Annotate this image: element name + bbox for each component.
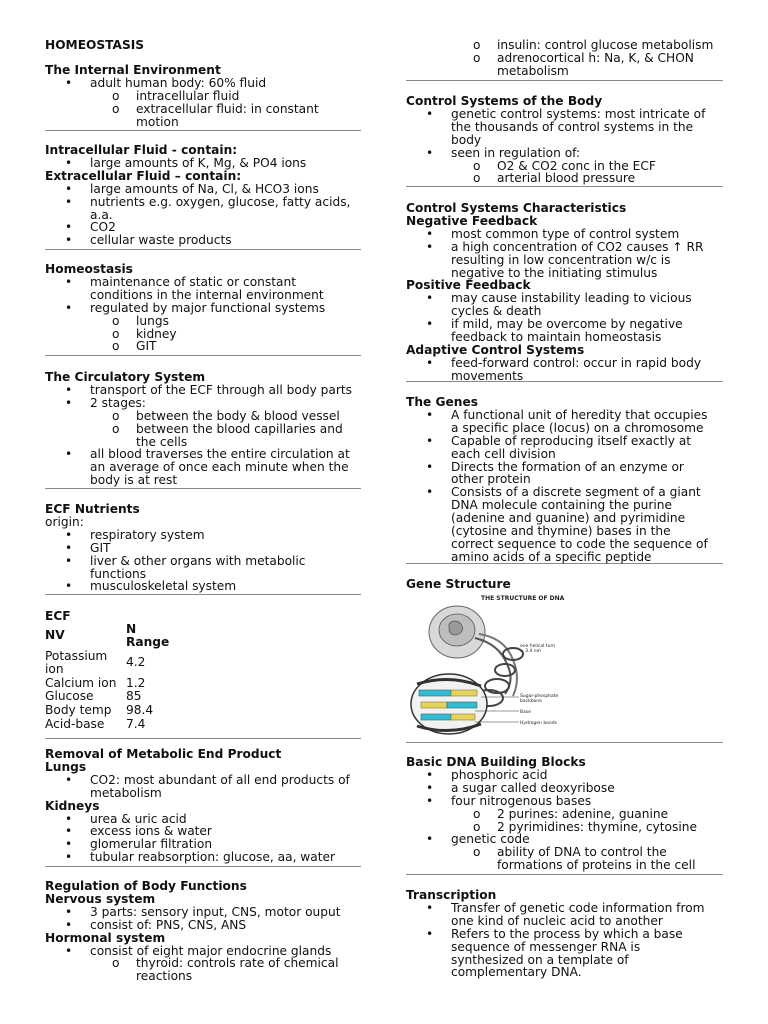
section-heading: Gene Structure [406, 577, 511, 591]
list-item [45, 448, 361, 487]
line-text: nutrients e.g. oxygen, glucose, fatty acids, [90, 194, 351, 209]
line-text: Capable of reproducing itself exactly at [451, 433, 692, 448]
line-text: maintenance of static or constant [90, 274, 296, 289]
table-row [45, 690, 169, 704]
list-item [406, 357, 723, 383]
header-line: Range [126, 634, 170, 649]
line-text: extracellular fluid: in constant [136, 101, 319, 116]
list-item: • cellular waste products [45, 234, 361, 247]
bullet-list [406, 409, 723, 564]
list-item [45, 555, 361, 581]
table-header-row [45, 623, 169, 650]
sub-list-item [45, 957, 361, 983]
list-item: • excess ions & water [45, 825, 361, 838]
list-item [45, 276, 361, 302]
sub-list-item: o GIT [45, 340, 361, 353]
dna-label: Base [520, 710, 531, 715]
line-text: cycles & death [451, 304, 542, 319]
bullet-list [45, 77, 361, 129]
line-text: metabolism [90, 785, 162, 800]
dna-label: one helical turn [520, 644, 556, 649]
line-text: each cell division [451, 446, 556, 461]
list-item: • GIT [45, 542, 361, 555]
dna-label: Sugar-phosphate [520, 694, 559, 699]
list-item [406, 928, 723, 980]
line-text: formations of proteins in the cell [497, 858, 696, 873]
list-item [406, 902, 723, 928]
line-text: body is at rest [90, 473, 178, 488]
section-heading: Transcription [406, 888, 497, 902]
list-item: • consist of eight major endocrine glands [45, 945, 361, 958]
section-heading: The Genes [406, 395, 478, 409]
sub-list-item [45, 423, 361, 449]
dna-label: Hydrogen bonds [520, 721, 557, 726]
section-heading: Extracellular Fluid – contain: [45, 168, 242, 183]
internal-environment-section [45, 64, 361, 131]
line-text: one kind of nucleic acid to another [451, 913, 663, 928]
line-text: between the blood capillaries and [136, 421, 343, 436]
page-title: HOMEOSTASIS [45, 38, 145, 52]
table-cell-name: Acid-base [45, 717, 105, 732]
sub-list-item: o between the body & blood vessel [45, 410, 361, 423]
base-pair [451, 690, 477, 696]
line-text: feed-forward control: occur in rapid body [451, 355, 702, 370]
helix-turn [495, 664, 515, 676]
fluids-section [45, 144, 361, 250]
line-text: movements [451, 368, 524, 383]
line-text: amino acids of a specific peptide [451, 549, 652, 564]
list-item: • CO2 [45, 221, 361, 234]
dna-label: backbone [520, 699, 542, 704]
list-item: • 3 parts: sensory input, CNS, motor ouput [45, 906, 361, 919]
regulation-section [45, 880, 361, 983]
dna-structure-illustration [409, 594, 721, 740]
list-item: • urea & uric acid [45, 813, 361, 826]
bullet-list [45, 384, 361, 487]
line-text: a high concentration of CO2 causes ↑ RR [451, 239, 704, 254]
line-text: genetic control systems: most intricate of [451, 106, 706, 121]
list-item: • tubular reabsorption: glucose, aa, water [45, 851, 361, 864]
line-text: Directs the formation of an enzyme or [451, 459, 684, 474]
section-heading: Control Systems Characteristics [406, 201, 627, 215]
line-text: A functional unit of heredity that occupies [451, 407, 708, 422]
base-pair [421, 702, 447, 708]
line-text: may cause instability leading to vicious [451, 291, 692, 306]
table-row [45, 650, 169, 677]
line-text: body [451, 132, 482, 147]
list-item: • glomerular filtration [45, 838, 361, 851]
line-text: functions [90, 566, 147, 581]
table-header-nv: NV [45, 628, 65, 643]
line-text: (cytosine and thymine) bases in the [451, 524, 671, 539]
removal-section [45, 748, 361, 867]
section-heading: ECF Nutrients [45, 502, 140, 516]
list-item: • regulated by major functional systems [45, 302, 361, 315]
sub-list-item: o 2 purines: adenine, guanine [406, 808, 723, 821]
bullet-list [406, 228, 723, 280]
list-item: • large amounts of Na, Cl, & HCO3 ions [45, 183, 361, 196]
cell-line: Potassium [45, 648, 108, 663]
sub-list-item: o 2 pyrimidines: thymine, cytosine [406, 821, 723, 834]
list-item: • genetic code [406, 833, 723, 846]
bullet-list [406, 357, 723, 383]
table-row [45, 718, 169, 732]
table-header-range [126, 623, 169, 650]
list-item [45, 774, 361, 800]
table-cell-value: 7.4 [126, 717, 146, 732]
list-item: • a sugar called deoxyribose [406, 782, 723, 795]
sub-list-item: o insulin: control glucose metabolism [406, 39, 723, 52]
subsection-heading: Positive Feedback [406, 278, 531, 293]
line-text: the cells [136, 434, 188, 449]
bullet-list [45, 813, 361, 865]
line-text: conditions in the internal environment [90, 287, 324, 302]
bullet-list [45, 276, 361, 353]
line-text: thyroid: controls rate of chemical [136, 956, 339, 971]
bullet-list [45, 945, 361, 984]
line-text: all blood traverses the entire circulation at [90, 447, 350, 462]
line-text: a.a. [90, 207, 113, 222]
list-item: • adult human body: 60% fluid [45, 77, 361, 90]
line-text: DNA molecule containing the purine [451, 498, 673, 513]
line-text: liver & other organs with metabolic [90, 553, 306, 568]
table-cell-value: 98.4 [126, 703, 154, 718]
list-item: • large amounts of K, Mg, & PO4 ions [45, 157, 361, 170]
sub-list-item: o kidney [45, 328, 361, 341]
base-pair [447, 702, 477, 708]
bullet-list [45, 529, 361, 594]
line-text: adrenocortical h: Na, K, & CHON [497, 50, 694, 65]
hormones-continued-section [406, 39, 723, 81]
line-text: other protein [451, 472, 531, 487]
line-text: ability of DNA to control the [497, 845, 667, 860]
control-characteristics-section [406, 202, 723, 382]
base-pair [451, 714, 475, 720]
bullet-list [406, 902, 723, 979]
circulatory-section [45, 371, 361, 489]
line-text: reactions [136, 969, 193, 984]
line-text: a specific place (locus) on a chromosome [451, 420, 704, 435]
line-text: negative to the initiating stimulus [451, 265, 658, 280]
origin-label: origin: [45, 514, 84, 529]
line-text: motion [136, 114, 179, 129]
line-text: an average of once each minute when the [90, 460, 349, 475]
bullet-list [45, 774, 361, 800]
section-heading: Homeostasis [45, 262, 133, 276]
list-item: • seen in regulation of: [406, 147, 723, 160]
list-item: • musculoskeletal system [45, 580, 361, 593]
subsection-heading: Adaptive Control Systems [406, 342, 585, 357]
ecf-values-table [45, 623, 169, 732]
gene-structure-section [406, 578, 723, 743]
line-text: correct sequence to code the sequence of [451, 536, 708, 551]
base-pair [419, 690, 451, 696]
table-cell-name: Calcium ion [45, 675, 117, 690]
line-text: CO2: most abundant of all end products of [90, 772, 350, 787]
list-item: • transport of the ECF through all body parts [45, 384, 361, 397]
bullet-list [45, 906, 361, 932]
table-cell-name: Glucose [45, 689, 94, 704]
section-heading: Intracellular Fluid - contain: [45, 143, 238, 157]
bullet-list [45, 157, 361, 170]
list-item: • phosphoric acid [406, 769, 723, 782]
line-text: Consists of a discrete segment of a giant [451, 485, 701, 500]
section-heading: ECF [45, 609, 71, 623]
list-item [406, 318, 723, 344]
line-text: sequence of messenger RNA is [451, 939, 641, 954]
line-text: Transfer of genetic code information from [451, 900, 705, 915]
sub-list-item: o O2 & CO2 conc in the ECF [406, 160, 723, 173]
table-cell-value: 1.2 [126, 675, 146, 690]
sub-list-item: o intracellular fluid [45, 90, 361, 103]
table-cell-name [45, 650, 126, 677]
genes-section [406, 396, 723, 564]
bullet-list [406, 108, 723, 185]
table-cell-value: 85 [126, 689, 142, 704]
subsection-heading: Kidneys [45, 798, 100, 813]
section-heading: Control Systems of the Body [406, 94, 603, 108]
bullet-list [45, 183, 361, 248]
subsection-heading: Hormonal system [45, 930, 166, 945]
transcription-section [406, 889, 723, 979]
sub-list-item [406, 52, 723, 78]
sub-list-item: o lungs [45, 315, 361, 328]
list-item [406, 241, 723, 280]
list-item [45, 196, 361, 222]
section-heading: The Circulatory System [45, 370, 206, 384]
list-item: • respiratory system [45, 529, 361, 542]
line-text: metabolism [497, 63, 569, 78]
line-text: if mild, may be overcome by negative [451, 317, 683, 332]
cell-line: ion [45, 661, 64, 676]
bullet-list [406, 769, 723, 872]
list-item [406, 435, 723, 461]
section-heading: Basic DNA Building Blocks [406, 755, 586, 769]
line-text: the thousands of control systems in the [451, 119, 694, 134]
line-text: feedback to maintain homeostasis [451, 330, 662, 345]
table-cell-value: 4.2 [126, 655, 146, 670]
list-item: • most common type of control system [406, 228, 723, 241]
line-text: Refers to the process by which a base [451, 926, 683, 941]
table-row [45, 704, 169, 718]
subsection-heading: Lungs [45, 759, 87, 774]
homeostasis-section [45, 263, 361, 356]
list-item [406, 461, 723, 487]
table-cell-name: Body temp [45, 703, 112, 718]
header-line: N [126, 621, 137, 636]
line-text: resulting in low concentration w/c is [451, 252, 671, 267]
table-row [45, 677, 169, 691]
subsection-heading: Nervous system [45, 891, 156, 906]
control-systems-section [406, 95, 723, 187]
list-item [406, 486, 723, 563]
ecf-nutrients-section [45, 503, 361, 595]
sub-list-item [45, 103, 361, 129]
bullet-list [406, 292, 723, 344]
list-item [406, 409, 723, 435]
line-text: (adenine and guanine) and pyrimidine [451, 511, 686, 526]
line-text: complementary DNA. [451, 965, 582, 980]
list-item: • consist of: PNS, CNS, ANS [45, 919, 361, 932]
doc-title [45, 39, 361, 52]
line-text: synthesized on a template of [451, 952, 629, 967]
list-item [406, 292, 723, 318]
list-item [406, 108, 723, 147]
ecf-table-section [45, 610, 361, 739]
section-heading: Removal of Metabolic End Product [45, 747, 282, 761]
dna-label: = 3.4 nm [520, 649, 542, 654]
list-item: • four nitrogenous bases [406, 795, 723, 808]
dna-image-title: THE STRUCTURE OF DNA [481, 595, 565, 602]
section-heading: The Internal Environment [45, 63, 221, 77]
dna-building-blocks-section [406, 756, 723, 875]
base-pair [421, 714, 451, 720]
section-heading: Regulation of Body Functions [45, 879, 247, 893]
list-item: • 2 stages: [45, 397, 361, 410]
sub-list-item [406, 846, 723, 872]
bullet-list [406, 39, 723, 78]
sub-list-item: o arterial blood pressure [406, 172, 723, 185]
subsection-heading: Negative Feedback [406, 213, 538, 228]
